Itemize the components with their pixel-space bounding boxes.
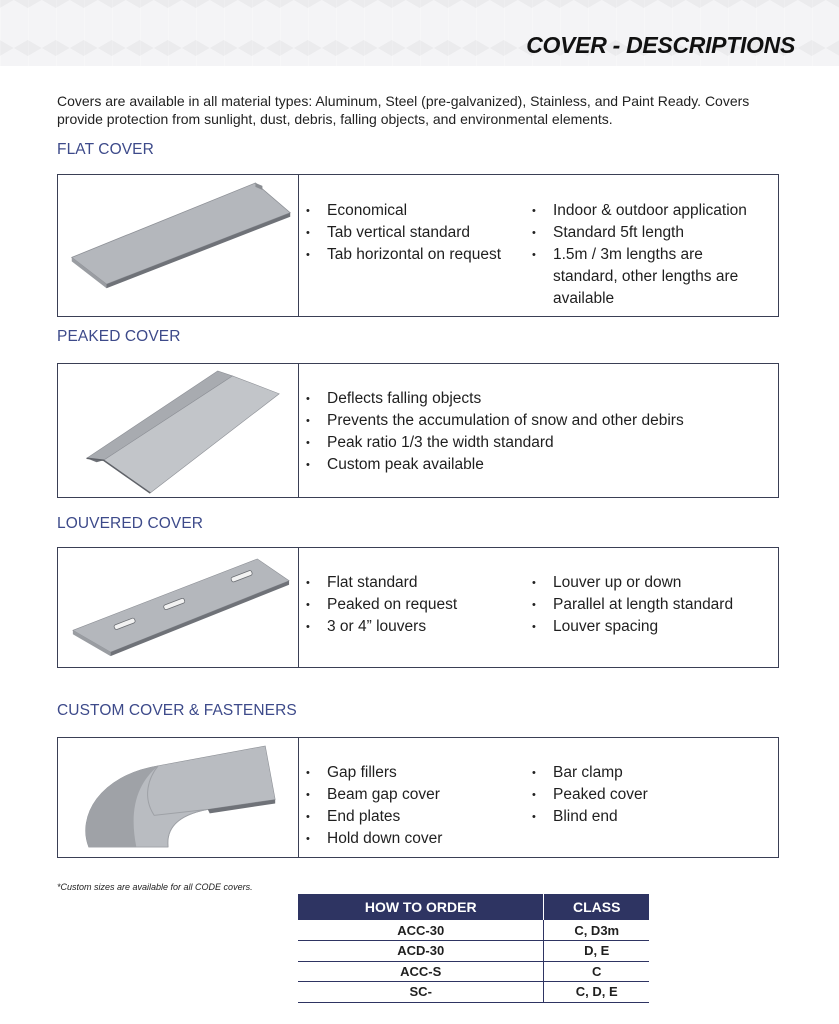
louvered-cover-image bbox=[58, 548, 299, 667]
peaked-cover-icon bbox=[58, 364, 298, 497]
list-item: • Economical bbox=[302, 200, 524, 222]
list-item: • Custom peak available bbox=[302, 454, 772, 476]
list-item: • Indoor & outdoor application bbox=[528, 200, 768, 222]
list-item: • Louver spacing bbox=[528, 616, 768, 638]
louvered-cover-icon bbox=[58, 548, 298, 667]
flat-cover-box bbox=[57, 174, 779, 317]
table-header-class: CLASS bbox=[544, 894, 649, 920]
flat-cover-list-1 bbox=[302, 200, 524, 266]
list-item: • Deflects falling objects bbox=[302, 388, 772, 410]
footnote: *Custom sizes are available for all CODE covers. bbox=[57, 882, 253, 892]
list-item: • Prevents the accumulation of snow and other debirs bbox=[302, 410, 772, 432]
peaked-cover-image bbox=[58, 364, 299, 497]
flat-cover-features bbox=[299, 175, 778, 316]
order-class: C, D3m bbox=[544, 920, 649, 941]
order-class: D, E bbox=[544, 941, 649, 962]
custom-cover-image bbox=[58, 738, 299, 857]
peaked-cover-features bbox=[299, 364, 778, 497]
section-title-peaked-cover: PEAKED COVER bbox=[57, 328, 181, 345]
custom-cover-list-1 bbox=[302, 762, 524, 850]
section-title-custom-cover: CUSTOM COVER & FASTENERS bbox=[57, 702, 297, 719]
list-item: • Parallel at length standard bbox=[528, 594, 768, 616]
list-item: • Beam gap cover bbox=[302, 784, 524, 806]
section-title-louvered-cover: LOUVERED COVER bbox=[57, 515, 204, 532]
louvered-cover-box bbox=[57, 547, 779, 668]
table-header-how-to-order: HOW TO ORDER bbox=[298, 894, 544, 920]
list-item: • 1.5m / 3m lengths are standard, other lengths are available bbox=[528, 244, 768, 310]
order-class: C bbox=[544, 961, 649, 982]
louvered-cover-list-1 bbox=[302, 572, 524, 638]
order-code: ACC-S bbox=[298, 961, 544, 982]
peaked-cover-list bbox=[302, 388, 772, 476]
order-code: ACD-30 bbox=[298, 941, 544, 962]
custom-cover-features bbox=[299, 738, 778, 857]
flat-cover-image bbox=[58, 175, 299, 316]
table-row bbox=[298, 982, 649, 1003]
list-item: • Standard 5ft length bbox=[528, 222, 768, 244]
order-code: SC- bbox=[298, 982, 544, 1003]
list-item: • Tab vertical standard bbox=[302, 222, 524, 244]
list-item: • Hold down cover bbox=[302, 828, 524, 850]
list-item: • Flat standard bbox=[302, 572, 524, 594]
list-item: • Peaked on request bbox=[302, 594, 524, 616]
section-title-flat-cover: FLAT COVER bbox=[57, 141, 154, 158]
list-item: • Bar clamp bbox=[528, 762, 768, 784]
list-item: • Gap fillers bbox=[302, 762, 524, 784]
list-item: • End plates bbox=[302, 806, 524, 828]
flat-cover-list-2 bbox=[528, 200, 768, 310]
intro-paragraph: Covers are available in all material types: Aluminum, Steel (pre-galvanized), Stainless, and Paint Ready. Covers provide protection from sunlight, dust, debris, falling objects, and environmental elements. bbox=[57, 93, 750, 127]
table-row bbox=[298, 961, 649, 982]
order-code: ACC-30 bbox=[298, 920, 544, 941]
peaked-cover-box bbox=[57, 363, 779, 498]
list-item: • Tab horizontal on request bbox=[302, 244, 524, 266]
table-row bbox=[298, 941, 649, 962]
list-item: • Louver up or down bbox=[528, 572, 768, 594]
flat-cover-icon bbox=[58, 175, 298, 316]
table-row bbox=[298, 920, 649, 941]
order-class: C, D, E bbox=[544, 982, 649, 1003]
list-item: • Blind end bbox=[528, 806, 768, 828]
louvered-cover-features bbox=[299, 548, 778, 667]
list-item: • Peaked cover bbox=[528, 784, 768, 806]
page-title: COVER - DESCRIPTIONS bbox=[526, 32, 795, 58]
custom-cover-box bbox=[57, 737, 779, 858]
louvered-cover-list-2 bbox=[528, 572, 768, 638]
how-to-order-table bbox=[298, 894, 649, 1003]
custom-cover-icon bbox=[58, 738, 298, 857]
custom-cover-list-2 bbox=[528, 762, 768, 828]
list-item: • 3 or 4” louvers bbox=[302, 616, 524, 638]
list-item: • Peak ratio 1/3 the width standard bbox=[302, 432, 772, 454]
